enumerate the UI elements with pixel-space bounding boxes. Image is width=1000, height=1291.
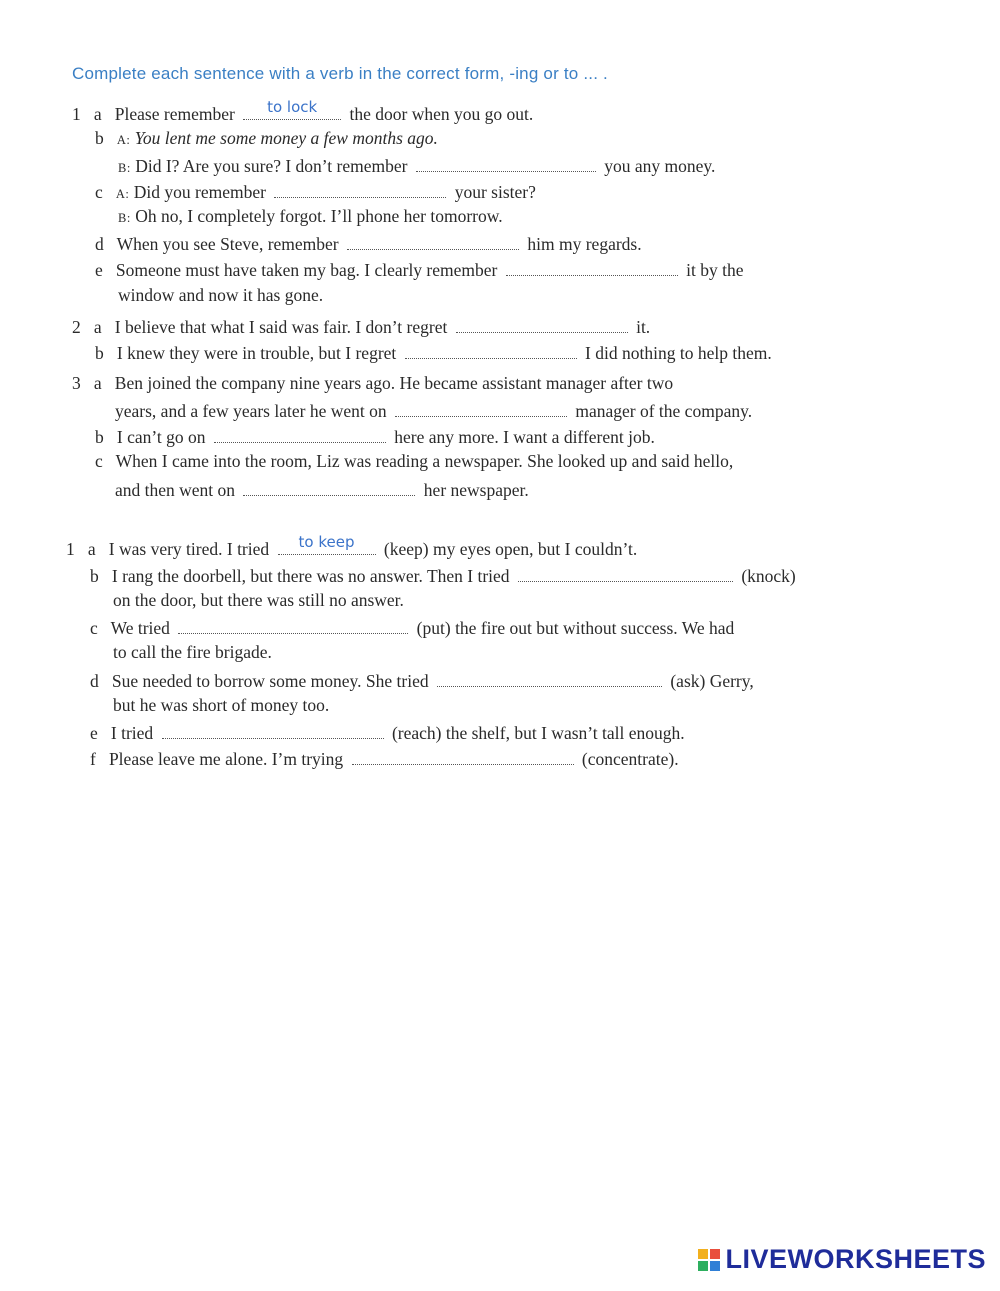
speaker-b: B: [118,161,131,175]
text: Someone must have taken my bag. I clearly remember [115,260,498,280]
ex1-c2 [118,205,503,229]
answer-field-ex4-c[interactable] [178,615,408,634]
answer-field-ex3-b[interactable] [214,424,386,443]
text: I tried [110,723,154,743]
answer-field-ex3-c[interactable] [243,477,415,496]
text: Oh no, I completely forgot. I’ll phone her tomorrow. [135,206,503,226]
item-letter: d [90,671,99,691]
item-letter: b [95,427,104,447]
item-letter: a [93,317,102,337]
text: window and now it has gone. [118,285,324,305]
answer-field-ex1-a[interactable] [243,98,341,120]
ex1-b1 [95,127,438,151]
text: but he was short of money too. [113,695,330,715]
text: I knew they were in trouble, but I regret [116,343,397,363]
item-letter: b [90,566,99,586]
text: you any money. [604,156,716,176]
text: I believe that what I said was fair. I don’t regret [114,317,448,337]
text: I can’t go on [116,427,206,447]
answer-field-ex4-e[interactable] [162,720,384,739]
answer-field-ex3-a[interactable] [395,398,567,417]
ex1-b2 [118,153,715,179]
ex1-e2 [118,284,323,306]
item-letter: e [95,260,103,280]
text: years, and a few years later he went on [115,401,387,421]
answer-field-ex1-c[interactable] [274,179,446,198]
ex3-a2 [115,398,752,422]
item-letter: b [95,343,104,363]
text: We tried [110,618,170,638]
text: I rang the doorbell, but there was no answer. Then I tried [111,566,510,586]
text: (knock) [741,566,796,586]
item-letter: a [93,373,102,393]
ex1-d [95,231,642,255]
text: Please leave me alone. I’m trying [108,749,344,769]
item-letter: f [90,749,96,769]
ex3-a1 [72,372,673,394]
item-letter: b [95,128,104,148]
instructions: Complete each sentence with a verb in the correct form, -ing or to ... . [72,64,608,83]
text: it. [636,317,651,337]
text: Ben joined the company nine years ago. He became assistant manager after two [114,373,674,393]
text: on the door, but there was still no answer. [113,590,404,610]
ex4-d2 [113,694,329,716]
ex3-b [95,424,655,448]
ex4-f [90,746,679,770]
speaker-a: A: [115,187,130,201]
ex4-c2 [113,641,272,663]
text: here any more. I want a different job. [394,427,655,447]
ex2-b [95,340,772,364]
question-number: 2 [72,317,81,337]
answer-field-ex4-b[interactable] [518,563,733,582]
ex4-e [90,720,685,744]
speaker-a: A: [116,133,131,147]
text: (concentrate). [581,749,679,769]
text: Did I? Are you sure? I don’t remember [135,156,408,176]
text: him my regards. [527,234,642,254]
ex4-b2 [113,589,404,611]
question-number: 1 [66,539,75,559]
text: Did you remember [133,182,266,202]
logo-text: LIVEWORKSHEETS [725,1244,986,1274]
ex4-c1 [90,615,734,639]
item-letter: c [95,451,103,471]
item-letter: c [95,182,103,202]
liveworksheets-logo [698,1244,986,1275]
text: (put) the fire out but without success. We had [416,618,735,638]
answer-field-ex1-d[interactable] [347,231,519,250]
ex1-c1 [95,179,536,205]
text: (reach) the shelf, but I wasn’t tall enough. [391,723,685,743]
text: her newspaper. [423,480,529,500]
ex1-e1 [95,257,743,281]
ex4-b1 [90,563,796,587]
text: manager of the company. [575,401,753,421]
speaker-b: B: [118,211,131,225]
text: You lent me some money a few months ago. [134,128,438,148]
text: (ask) Gerry, [670,671,754,691]
text: I was very tired. I tried [108,539,270,559]
item-letter: e [90,723,98,743]
answer-field-ex4-f[interactable] [352,746,574,765]
text: When I came into the room, Liz was reading a newspaper. She looked up and said hello, [115,451,734,471]
question-number: 1 [72,104,81,124]
text: to call the fire brigade. [113,642,272,662]
text: I did nothing to help them. [585,343,772,363]
ex4-d1 [90,668,754,692]
text: the door when you go out. [349,104,534,124]
text: and then went on [115,480,236,500]
text: When you see Steve, remember [116,234,339,254]
item-letter: d [95,234,104,254]
answer-field-ex4-a[interactable] [278,533,376,555]
ex3-c1 [95,450,733,472]
answer-field-ex1-e[interactable] [506,257,678,276]
text: Sue needed to borrow some money. She tried [111,671,429,691]
answer-field-ex4-d[interactable] [437,668,662,687]
ex2-a [72,314,650,338]
question-number: 3 [72,373,81,393]
text: (keep) my eyes open, but I couldn’t. [383,539,638,559]
answer-text: to lock [267,98,318,116]
answer-field-ex2-a[interactable] [456,314,628,333]
item-letter: a [93,104,102,124]
ex4-a [66,533,638,560]
text: your sister? [454,182,536,202]
answer-text: to keep [298,533,355,551]
text: Please remember [114,104,235,124]
ex3-c2 [115,477,529,501]
ex1-a [72,98,534,125]
logo-icon [698,1249,720,1271]
answer-field-ex2-b[interactable] [405,340,577,359]
item-letter: c [90,618,98,638]
answer-field-ex1-b[interactable] [416,153,596,172]
item-letter: a [87,539,96,559]
text: it by the [686,260,744,280]
